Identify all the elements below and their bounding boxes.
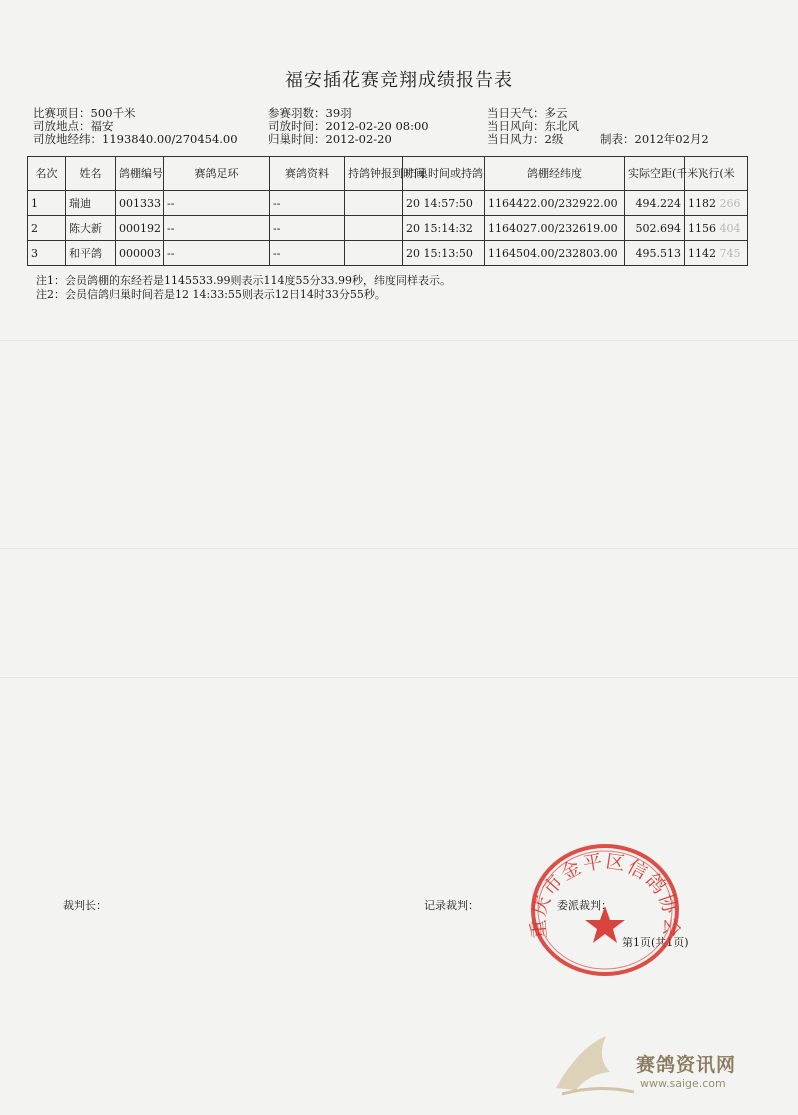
- header-loft-number: 鸽棚编号: [116, 157, 164, 191]
- cell-info: --: [270, 216, 345, 241]
- cell-arrival: 20 15:14:32: [403, 216, 485, 241]
- cell-ring: --: [164, 216, 270, 241]
- meta-column-1: [33, 107, 238, 146]
- speed-faded: 404: [719, 221, 741, 235]
- header-loft-coords: 鸽棚经纬度: [485, 157, 625, 191]
- report-title: 福安插花赛竞翔成绩报告表: [285, 70, 513, 91]
- meta-release-time: 司放时间：2012-02-20 08:00: [268, 119, 429, 133]
- note-2: 注2：会员信鸽归巢时间若是12 14:33:55则表示12日14时33分55秒。: [36, 288, 386, 301]
- chief-referee-label: 裁判长：: [63, 899, 107, 912]
- cell-distance: 494.224: [625, 191, 685, 216]
- recording-referee-label: 记录裁判：: [424, 899, 479, 912]
- cell-loft: 000192: [116, 216, 164, 241]
- table-row: [28, 241, 748, 266]
- cell-name: 陈大新: [66, 216, 116, 241]
- table-row: [28, 191, 748, 216]
- cell-distance: 495.513: [625, 241, 685, 266]
- cell-rank: 3: [28, 241, 66, 266]
- speed-value: 1156: [688, 221, 716, 235]
- speed-value: 1142: [688, 246, 716, 260]
- cell-speed: [685, 216, 748, 241]
- table-row: [28, 216, 748, 241]
- cell-distance: 502.694: [625, 216, 685, 241]
- header-clock-time: 持鸽钟报到时间: [345, 157, 403, 191]
- cell-clock: [345, 216, 403, 241]
- seal-text: 重庆市金平区信鸽协会: [527, 850, 683, 940]
- cell-clock: [345, 191, 403, 216]
- results-table: [27, 156, 748, 266]
- header-arrival-time: 归巢时间或持鸽: [403, 157, 485, 191]
- header-name: 姓名: [66, 157, 116, 191]
- cell-coords: 1164422.00/232922.00: [485, 191, 625, 216]
- speed-faded: 745: [719, 246, 741, 260]
- cell-info: --: [270, 241, 345, 266]
- cell-arrival: 20 15:13:50: [403, 241, 485, 266]
- cell-name: 和平鸽: [66, 241, 116, 266]
- cell-loft: 000003: [116, 241, 164, 266]
- header-speed: 飞行(米: [685, 157, 748, 191]
- cell-rank: 2: [28, 216, 66, 241]
- cell-speed: [685, 241, 748, 266]
- cell-rank: 1: [28, 191, 66, 216]
- meta-return-time: 归巢时间：2012-02-20: [268, 132, 392, 146]
- official-seal-icon: [520, 840, 690, 980]
- header-pigeon-info: 赛鸽资料: [270, 157, 345, 191]
- meta-wind-force: 当日风力：2级: [487, 132, 564, 146]
- cell-loft: 001333: [116, 191, 164, 216]
- scan-line: [0, 677, 798, 678]
- speed-value: 1182: [688, 196, 716, 210]
- cell-name: 瑞迪: [66, 191, 116, 216]
- meta-made-on: 制表：2012年02月2: [600, 132, 709, 146]
- watermark-url: www.saige.com: [640, 1077, 726, 1090]
- meta-column-3: [487, 107, 579, 146]
- cell-clock: [345, 241, 403, 266]
- meta-release-location: 司放地点：福安: [33, 119, 114, 133]
- header-distance: 实际空距(千米): [625, 157, 685, 191]
- scan-line: [0, 340, 798, 341]
- cell-coords: 1164504.00/232803.00: [485, 241, 625, 266]
- header-rank: 名次: [28, 157, 66, 191]
- header-ring: 赛鸽足环: [164, 157, 270, 191]
- cell-info: --: [270, 191, 345, 216]
- cell-ring: --: [164, 241, 270, 266]
- page-number: 第1页(共1页): [622, 936, 689, 949]
- cell-speed: [685, 191, 748, 216]
- meta-race-item: 比赛项目：500千米: [33, 106, 136, 120]
- speed-faded: 266: [719, 196, 741, 210]
- delegated-referee-label: 委派裁判：: [557, 899, 612, 912]
- cell-arrival: 20 14:57:50: [403, 191, 485, 216]
- meta-column-2: [268, 107, 429, 146]
- table-header-row: [28, 157, 748, 191]
- watermark-text: 赛鸽资讯网: [636, 1054, 737, 1076]
- cell-ring: --: [164, 191, 270, 216]
- meta-weather: 当日天气：多云: [487, 106, 568, 120]
- scan-line: [0, 548, 798, 549]
- meta-entry-count: 参赛羽数：39羽: [268, 106, 352, 120]
- note-1: 注1：会员鸽棚的东经若是1145533.99则表示114度55分33.99秒，纬度同样表示。: [36, 274, 451, 287]
- notes: [36, 274, 451, 302]
- meta-wind-direction: 当日风向：东北风: [487, 119, 579, 133]
- meta-release-coords: 司放地经纬：1193840.00/270454.00: [33, 132, 238, 146]
- cell-coords: 1164027.00/232619.00: [485, 216, 625, 241]
